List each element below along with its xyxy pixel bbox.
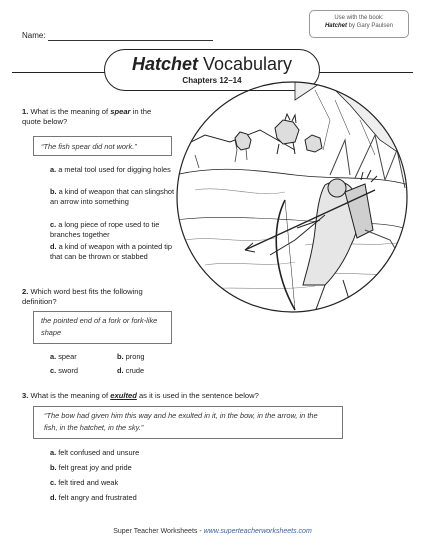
page-subtitle: Chapters 12–14	[182, 76, 242, 85]
definition-box	[33, 311, 172, 344]
name-label: Name:	[22, 31, 46, 40]
quote-text: “The fish spear did not work.”	[41, 142, 137, 151]
question-text: What is the meaning of	[30, 391, 111, 400]
question-keyword: exulted	[110, 391, 137, 400]
option-a[interactable]: a. felt confused and unsure	[50, 448, 140, 457]
quote-text: “The bow had given him this way and he exulted in it, in the bow, in the arrow, in the fish, in the hatchet, in the sky.”	[44, 411, 318, 432]
option-b[interactable]: b. felt great joy and pride	[50, 463, 132, 472]
title-rest: Vocabulary	[197, 54, 293, 74]
book-title: Hatchet	[324, 23, 347, 30]
footer	[0, 528, 425, 535]
page-title	[105, 55, 319, 73]
hunter-illustration	[175, 80, 409, 314]
option-d[interactable]: d. a kind of weapon with a pointed tip that can be thrown or stabbed	[50, 242, 173, 261]
book-info-box	[309, 10, 409, 38]
option-c[interactable]: c. sword	[50, 366, 78, 375]
book-info-title-line	[310, 22, 408, 30]
question-number: 3.	[22, 391, 29, 400]
option-b[interactable]: b. prong	[117, 352, 145, 361]
question-text: What is the meaning of	[30, 107, 111, 116]
name-line	[48, 40, 213, 41]
quote-box-1	[33, 136, 172, 156]
options-1	[50, 165, 175, 262]
option-a[interactable]: a. a metal tool used for digging holes	[50, 165, 171, 174]
definition-text: the pointed end of a fork or fork-like shape	[41, 316, 158, 337]
book-info-line: Use with the book:	[334, 15, 384, 21]
option-a[interactable]: a. spear	[50, 352, 77, 361]
option-d[interactable]: d. felt angry and frustrated	[50, 493, 137, 502]
question-keyword: spear	[110, 107, 131, 116]
question-text-end: in the quote below?	[22, 107, 152, 127]
question-text: Which word best fits the following definition?	[22, 287, 143, 307]
question-text-end: as it is used in the sentence below?	[136, 391, 259, 400]
question-number: 2.	[22, 287, 29, 296]
question-2	[22, 287, 172, 308]
options-3	[50, 448, 250, 503]
option-b[interactable]: b. a kind of weapon that can slingshot an arrow into something	[50, 187, 175, 206]
title-italic: Hatchet	[131, 54, 198, 74]
question-3	[22, 391, 412, 401]
option-d[interactable]: d. crude	[117, 366, 145, 375]
quote-box-3	[33, 406, 343, 439]
footer-link[interactable]: www.superteacherworksheets.com	[203, 528, 312, 535]
footer-text: Super Teacher Worksheets -	[113, 528, 204, 535]
option-c[interactable]: c. felt tired and weak	[50, 478, 119, 487]
book-author: by Gary Paulsen	[346, 23, 394, 30]
question-1	[22, 107, 172, 128]
option-c[interactable]: c. a long piece of rope used to tie branches together	[50, 220, 160, 239]
question-number: 1.	[22, 107, 29, 116]
